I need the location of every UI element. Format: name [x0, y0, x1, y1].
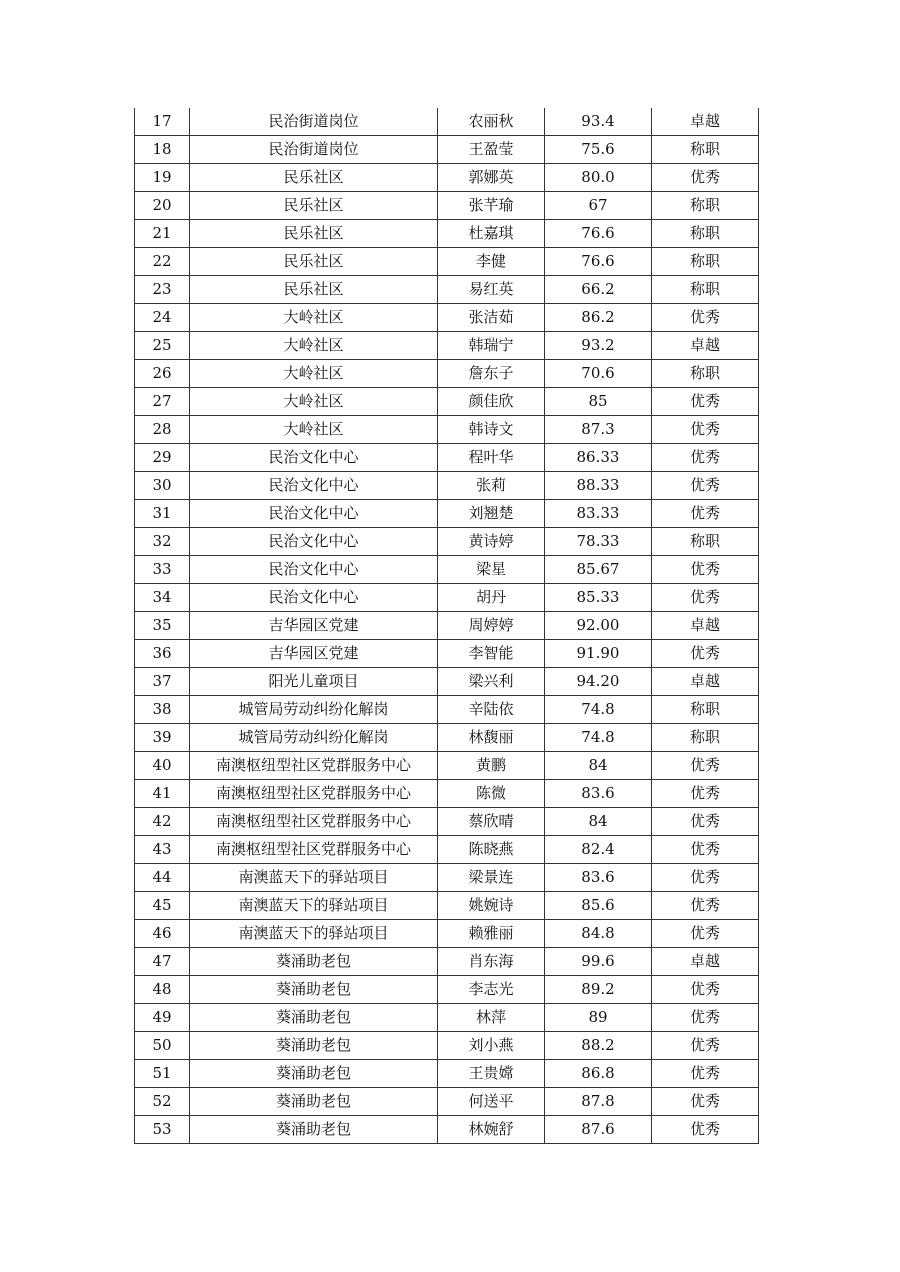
- row-number-cell: 30: [135, 472, 190, 500]
- person-name-cell: 刘翘楚: [438, 500, 545, 528]
- row-number-cell: 24: [135, 304, 190, 332]
- score-cell: 70.6: [545, 360, 652, 388]
- score-cell: 74.8: [545, 724, 652, 752]
- table-row: [135, 1004, 759, 1032]
- row-number-cell: 19: [135, 164, 190, 192]
- row-number-cell: 53: [135, 1116, 190, 1144]
- score-cell: 91.90: [545, 640, 652, 668]
- row-number-cell: 50: [135, 1032, 190, 1060]
- person-name-cell: 周婷婷: [438, 612, 545, 640]
- person-name-cell: 张洁茹: [438, 304, 545, 332]
- grade-cell: 称职: [652, 276, 759, 304]
- score-cell: 80.0: [545, 164, 652, 192]
- table-row: [135, 444, 759, 472]
- row-number-cell: 46: [135, 920, 190, 948]
- grade-cell: 卓越: [652, 612, 759, 640]
- person-name-cell: 梁兴利: [438, 668, 545, 696]
- person-name-cell: 张莉: [438, 472, 545, 500]
- grade-cell: 优秀: [652, 416, 759, 444]
- unit-cell: 南澳枢纽型社区党群服务中心: [190, 780, 438, 808]
- table-row: [135, 528, 759, 556]
- score-cell: 84: [545, 752, 652, 780]
- grade-cell: 优秀: [652, 388, 759, 416]
- row-number-cell: 17: [135, 108, 190, 136]
- person-name-cell: 何送平: [438, 1088, 545, 1116]
- row-number-cell: 37: [135, 668, 190, 696]
- row-number-cell: 28: [135, 416, 190, 444]
- table-row: [135, 500, 759, 528]
- row-number-cell: 43: [135, 836, 190, 864]
- score-cell: 86.8: [545, 1060, 652, 1088]
- unit-cell: 葵涌助老包: [190, 1004, 438, 1032]
- unit-cell: 民乐社区: [190, 276, 438, 304]
- score-cell: 92.00: [545, 612, 652, 640]
- table-row: [135, 472, 759, 500]
- unit-cell: 大岭社区: [190, 332, 438, 360]
- person-name-cell: 李智能: [438, 640, 545, 668]
- table-row: [135, 108, 759, 136]
- table-row: [135, 976, 759, 1004]
- grade-cell: 优秀: [652, 500, 759, 528]
- unit-cell: 葵涌助老包: [190, 948, 438, 976]
- row-number-cell: 25: [135, 332, 190, 360]
- grade-cell: 优秀: [652, 556, 759, 584]
- score-cell: 76.6: [545, 220, 652, 248]
- row-number-cell: 38: [135, 696, 190, 724]
- score-cell: 66.2: [545, 276, 652, 304]
- row-number-cell: 51: [135, 1060, 190, 1088]
- person-name-cell: 杜嘉琪: [438, 220, 545, 248]
- grade-cell: 优秀: [652, 640, 759, 668]
- score-cell: 93.4: [545, 108, 652, 136]
- grade-cell: 优秀: [652, 472, 759, 500]
- row-number-cell: 39: [135, 724, 190, 752]
- person-name-cell: 程叶华: [438, 444, 545, 472]
- row-number-cell: 27: [135, 388, 190, 416]
- grade-cell: 优秀: [652, 584, 759, 612]
- unit-cell: 民治文化中心: [190, 584, 438, 612]
- person-name-cell: 林婉舒: [438, 1116, 545, 1144]
- score-cell: 89.2: [545, 976, 652, 1004]
- score-cell: 83.33: [545, 500, 652, 528]
- row-number-cell: 40: [135, 752, 190, 780]
- grade-cell: 称职: [652, 528, 759, 556]
- row-number-cell: 45: [135, 892, 190, 920]
- unit-cell: 民治文化中心: [190, 444, 438, 472]
- score-cell: 85.33: [545, 584, 652, 612]
- table-row: [135, 696, 759, 724]
- grade-cell: 卓越: [652, 332, 759, 360]
- grade-cell: 优秀: [652, 780, 759, 808]
- row-number-cell: 26: [135, 360, 190, 388]
- table-row: [135, 584, 759, 612]
- unit-cell: 民治文化中心: [190, 528, 438, 556]
- score-cell: 88.2: [545, 1032, 652, 1060]
- score-cell: 85: [545, 388, 652, 416]
- row-number-cell: 41: [135, 780, 190, 808]
- unit-cell: 南澳枢纽型社区党群服务中心: [190, 808, 438, 836]
- person-name-cell: 张芊瑜: [438, 192, 545, 220]
- unit-cell: 南澳枢纽型社区党群服务中心: [190, 752, 438, 780]
- grade-cell: 优秀: [652, 752, 759, 780]
- person-name-cell: 蔡欣晴: [438, 808, 545, 836]
- table-row: [135, 752, 759, 780]
- table-row: [135, 304, 759, 332]
- unit-cell: 葵涌助老包: [190, 976, 438, 1004]
- person-name-cell: 赖雅丽: [438, 920, 545, 948]
- grade-cell: 卓越: [652, 668, 759, 696]
- score-cell: 75.6: [545, 136, 652, 164]
- person-name-cell: 易红英: [438, 276, 545, 304]
- score-cell: 87.8: [545, 1088, 652, 1116]
- table-row: [135, 388, 759, 416]
- grade-cell: 称职: [652, 220, 759, 248]
- row-number-cell: 52: [135, 1088, 190, 1116]
- grade-cell: 优秀: [652, 836, 759, 864]
- row-number-cell: 47: [135, 948, 190, 976]
- row-number-cell: 32: [135, 528, 190, 556]
- unit-cell: 葵涌助老包: [190, 1116, 438, 1144]
- table-row: [135, 836, 759, 864]
- table-row: [135, 668, 759, 696]
- person-name-cell: 陈晓燕: [438, 836, 545, 864]
- person-name-cell: 王贵嫦: [438, 1060, 545, 1088]
- score-cell: 99.6: [545, 948, 652, 976]
- row-number-cell: 29: [135, 444, 190, 472]
- person-name-cell: 姚婉诗: [438, 892, 545, 920]
- score-cell: 84: [545, 808, 652, 836]
- person-name-cell: 肖东海: [438, 948, 545, 976]
- score-cell: 67: [545, 192, 652, 220]
- table-row: [135, 332, 759, 360]
- table-row: [135, 892, 759, 920]
- person-name-cell: 詹东子: [438, 360, 545, 388]
- score-cell: 94.20: [545, 668, 652, 696]
- grade-cell: 称职: [652, 360, 759, 388]
- unit-cell: 大岭社区: [190, 304, 438, 332]
- row-number-cell: 36: [135, 640, 190, 668]
- grade-cell: 优秀: [652, 1060, 759, 1088]
- person-name-cell: 黄诗婷: [438, 528, 545, 556]
- grade-cell: 称职: [652, 724, 759, 752]
- grade-cell: 优秀: [652, 444, 759, 472]
- unit-cell: 南澳蓝天下的驿站项目: [190, 892, 438, 920]
- unit-cell: 大岭社区: [190, 416, 438, 444]
- unit-cell: 民乐社区: [190, 220, 438, 248]
- unit-cell: 城管局劳动纠纷化解岗: [190, 724, 438, 752]
- table-row: [135, 724, 759, 752]
- unit-cell: 葵涌助老包: [190, 1032, 438, 1060]
- person-name-cell: 韩诗文: [438, 416, 545, 444]
- table-row: [135, 612, 759, 640]
- score-cell: 87.6: [545, 1116, 652, 1144]
- person-name-cell: 颜佳欣: [438, 388, 545, 416]
- table-row: [135, 640, 759, 668]
- unit-cell: 大岭社区: [190, 360, 438, 388]
- score-cell: 74.8: [545, 696, 652, 724]
- score-cell: 87.3: [545, 416, 652, 444]
- grade-cell: 称职: [652, 248, 759, 276]
- table-row: [135, 416, 759, 444]
- row-number-cell: 20: [135, 192, 190, 220]
- row-number-cell: 35: [135, 612, 190, 640]
- row-number-cell: 42: [135, 808, 190, 836]
- person-name-cell: 梁景连: [438, 864, 545, 892]
- score-cell: 85.6: [545, 892, 652, 920]
- evaluation-table-body: [135, 108, 759, 1144]
- grade-cell: 优秀: [652, 1032, 759, 1060]
- row-number-cell: 33: [135, 556, 190, 584]
- person-name-cell: 林馥丽: [438, 724, 545, 752]
- row-number-cell: 34: [135, 584, 190, 612]
- unit-cell: 民治街道岗位: [190, 136, 438, 164]
- unit-cell: 民乐社区: [190, 192, 438, 220]
- person-name-cell: 梁星: [438, 556, 545, 584]
- grade-cell: 称职: [652, 136, 759, 164]
- table-row: [135, 192, 759, 220]
- score-cell: 89: [545, 1004, 652, 1032]
- grade-cell: 优秀: [652, 808, 759, 836]
- person-name-cell: 王盈莹: [438, 136, 545, 164]
- grade-cell: 称职: [652, 192, 759, 220]
- evaluation-table: [134, 108, 759, 1144]
- person-name-cell: 郭娜英: [438, 164, 545, 192]
- table-row: [135, 808, 759, 836]
- grade-cell: 卓越: [652, 948, 759, 976]
- unit-cell: 吉华园区党建: [190, 612, 438, 640]
- person-name-cell: 黄鹏: [438, 752, 545, 780]
- unit-cell: 大岭社区: [190, 388, 438, 416]
- score-cell: 83.6: [545, 864, 652, 892]
- table-row: [135, 864, 759, 892]
- unit-cell: 南澳蓝天下的驿站项目: [190, 920, 438, 948]
- person-name-cell: 农丽秋: [438, 108, 545, 136]
- person-name-cell: 陈微: [438, 780, 545, 808]
- unit-cell: 民治文化中心: [190, 556, 438, 584]
- table-row: [135, 1060, 759, 1088]
- grade-cell: 优秀: [652, 164, 759, 192]
- table-row: [135, 220, 759, 248]
- unit-cell: 南澳蓝天下的驿站项目: [190, 864, 438, 892]
- unit-cell: 民乐社区: [190, 248, 438, 276]
- table-row: [135, 948, 759, 976]
- grade-cell: 优秀: [652, 1004, 759, 1032]
- unit-cell: 葵涌助老包: [190, 1088, 438, 1116]
- row-number-cell: 22: [135, 248, 190, 276]
- score-cell: 85.67: [545, 556, 652, 584]
- row-number-cell: 48: [135, 976, 190, 1004]
- table-row: [135, 1032, 759, 1060]
- table-row: [135, 1116, 759, 1144]
- score-cell: 84.8: [545, 920, 652, 948]
- grade-cell: 优秀: [652, 1088, 759, 1116]
- score-cell: 83.6: [545, 780, 652, 808]
- table-row: [135, 556, 759, 584]
- row-number-cell: 31: [135, 500, 190, 528]
- person-name-cell: 李志光: [438, 976, 545, 1004]
- unit-cell: 葵涌助老包: [190, 1060, 438, 1088]
- person-name-cell: 林萍: [438, 1004, 545, 1032]
- row-number-cell: 49: [135, 1004, 190, 1032]
- grade-cell: 优秀: [652, 920, 759, 948]
- score-cell: 76.6: [545, 248, 652, 276]
- score-cell: 86.33: [545, 444, 652, 472]
- unit-cell: 民乐社区: [190, 164, 438, 192]
- person-name-cell: 辛陆依: [438, 696, 545, 724]
- table-row: [135, 248, 759, 276]
- table-row: [135, 1088, 759, 1116]
- table-row: [135, 164, 759, 192]
- unit-cell: 民治文化中心: [190, 500, 438, 528]
- person-name-cell: 李健: [438, 248, 545, 276]
- grade-cell: 称职: [652, 696, 759, 724]
- row-number-cell: 21: [135, 220, 190, 248]
- unit-cell: 城管局劳动纠纷化解岗: [190, 696, 438, 724]
- score-cell: 82.4: [545, 836, 652, 864]
- score-cell: 78.33: [545, 528, 652, 556]
- table-row: [135, 136, 759, 164]
- table-row: [135, 360, 759, 388]
- unit-cell: 吉华园区党建: [190, 640, 438, 668]
- person-name-cell: 刘小燕: [438, 1032, 545, 1060]
- unit-cell: 民治文化中心: [190, 472, 438, 500]
- table-row: [135, 276, 759, 304]
- unit-cell: 民治街道岗位: [190, 108, 438, 136]
- score-cell: 93.2: [545, 332, 652, 360]
- unit-cell: 阳光儿童项目: [190, 668, 438, 696]
- table-row: [135, 780, 759, 808]
- person-name-cell: 韩瑞宁: [438, 332, 545, 360]
- person-name-cell: 胡丹: [438, 584, 545, 612]
- row-number-cell: 44: [135, 864, 190, 892]
- grade-cell: 优秀: [652, 892, 759, 920]
- grade-cell: 卓越: [652, 108, 759, 136]
- row-number-cell: 23: [135, 276, 190, 304]
- grade-cell: 优秀: [652, 976, 759, 1004]
- unit-cell: 南澳枢纽型社区党群服务中心: [190, 836, 438, 864]
- score-cell: 86.2: [545, 304, 652, 332]
- grade-cell: 优秀: [652, 864, 759, 892]
- table-row: [135, 920, 759, 948]
- score-cell: 88.33: [545, 472, 652, 500]
- row-number-cell: 18: [135, 136, 190, 164]
- grade-cell: 优秀: [652, 304, 759, 332]
- grade-cell: 优秀: [652, 1116, 759, 1144]
